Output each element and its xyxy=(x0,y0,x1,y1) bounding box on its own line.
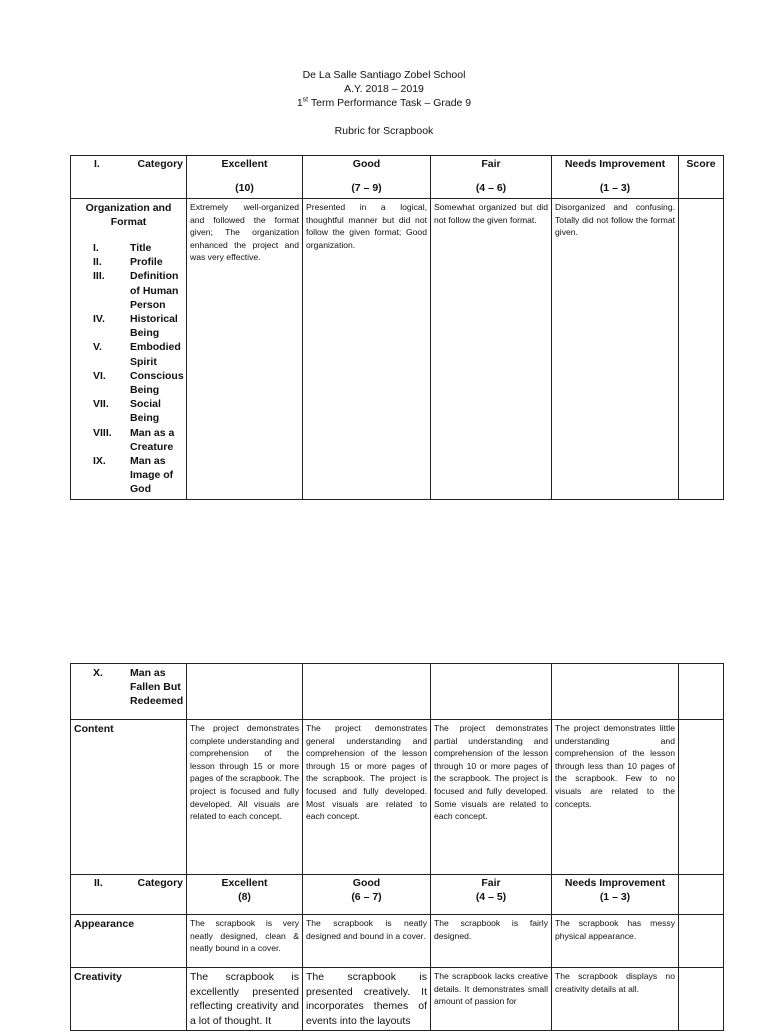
category-header-2: II. Category xyxy=(71,875,187,915)
list-item: X. Man as Fallen But Redeemed xyxy=(93,667,184,708)
creativity-fair-desc: The scrapbook lacks creative details. It demonstrates small amount of passion for xyxy=(431,968,552,1031)
document-header xyxy=(0,68,768,138)
rubric-table-1 xyxy=(70,155,724,500)
table-row-content xyxy=(71,720,724,875)
creativity-label: Creativity xyxy=(71,968,187,1031)
organization-excellent-desc: Extremely well-organized and followed the format given; The organization enhanced the project and was very effective. xyxy=(187,199,303,500)
school-name: De La Salle Santiago Zobel School xyxy=(302,69,466,81)
creativity-needs-improvement-desc: The scrapbook displays no creativity details at all. xyxy=(552,968,679,1031)
table-row-item-x xyxy=(71,664,724,720)
academic-year: A.Y. 2018 – 2019 xyxy=(344,83,424,95)
appearance-fair-desc: The scrapbook is fairly designed. xyxy=(431,915,552,968)
list-item: III. Definition of Human Person xyxy=(93,270,179,311)
rubric-title: Rubric for Scrapbook xyxy=(334,125,434,137)
col-fair-2: Fair (4 – 5) xyxy=(431,875,552,915)
organization-title: Organization and Format xyxy=(85,202,172,228)
appearance-good-desc: The scrapbook is neatly designed and bound in a cover. xyxy=(303,915,431,968)
table-row-organization xyxy=(71,199,724,500)
rubric-table-2 xyxy=(70,663,724,1031)
appearance-excellent-desc: The scrapbook is very neatly designed, clean & neatly bound in a cover. xyxy=(187,915,303,968)
format-list-continued xyxy=(74,666,183,709)
table-header-row xyxy=(71,156,724,199)
col-excellent: Excellent (10) xyxy=(187,156,303,199)
table-header-row-2 xyxy=(71,875,724,915)
col-score: Score xyxy=(679,156,724,199)
col-needs-improvement: Needs Improvement (1 – 3) xyxy=(552,156,679,199)
organization-score-cell xyxy=(679,199,724,500)
col-needs-improvement-2: Needs Improvement (1 – 3) xyxy=(552,875,679,915)
category-header: I. Category xyxy=(71,156,187,199)
list-item: IX. Man as Image of God xyxy=(93,455,174,496)
list-item: V. Embodied Spirit xyxy=(93,341,181,368)
list-item: IV. Historical Being xyxy=(93,313,178,340)
list-item: VIII. Man as a Creature xyxy=(93,426,175,453)
col-excellent-2: Excellent (8) xyxy=(187,875,303,915)
list-item: VII. Social Being xyxy=(93,398,161,425)
creativity-excellent-desc: The scrapbook is excellently presented reflecting creativity and a lot of thought. It xyxy=(187,968,303,1031)
appearance-needs-improvement-desc: The scrapbook has messy physical appearance. xyxy=(552,915,679,968)
organization-cell xyxy=(71,199,187,500)
organization-good-desc: Presented in a logical, thoughtful manner but did not follow the given format; Good organization. xyxy=(303,199,431,500)
list-item: I. Title xyxy=(93,242,152,254)
col-fair: Fair (4 – 6) xyxy=(431,156,552,199)
list-item: VI. Conscious Being xyxy=(93,369,184,397)
content-needs-improvement-desc: The project demonstrates little understanding and comprehension of the lesson through less than 10 pages of the scrapbook. Few to no visuals are related to the concepts. xyxy=(552,720,679,875)
content-excellent-desc: The project demonstrates complete understanding and comprehension of the lesson through 15 or more pages of the scrapbook. The project is focused and fully developed. All visuals are related to each concept. xyxy=(187,720,303,875)
item-x-cell xyxy=(71,664,187,720)
appearance-label: Appearance xyxy=(71,915,187,968)
organization-needs-improvement-desc: Disorganized and confusing. Totally did not follow the format given. xyxy=(552,199,679,500)
format-list xyxy=(74,241,183,497)
content-label: Content xyxy=(71,720,187,875)
term-line: 1st Term Performance Task – Grade 9 xyxy=(296,96,472,109)
table-row-appearance xyxy=(71,915,724,968)
table-row-creativity xyxy=(71,968,724,1031)
col-good-2: Good (6 – 7) xyxy=(303,875,431,915)
content-good-desc: The project demonstrates general understanding and comprehension of the lesson through 15 or more pages of the scrapbook. The project is focused and fully developed. Most visuals are related to each concept. xyxy=(303,720,431,875)
list-item: II. Profile xyxy=(93,256,163,269)
content-fair-desc: The project demonstrates partial understanding and comprehension of the lesson through 10 or more pages of the scrapbook. The project is focused and fully developed. Some visuals are related to each concept. xyxy=(431,720,552,875)
organization-fair-desc: Somewhat organized but did not follow the given format. xyxy=(431,199,552,500)
col-good: Good (7 – 9) xyxy=(303,156,431,199)
creativity-good-desc: The scrapbook is presented creatively. It incorporates themes of events into the layouts xyxy=(303,968,431,1031)
